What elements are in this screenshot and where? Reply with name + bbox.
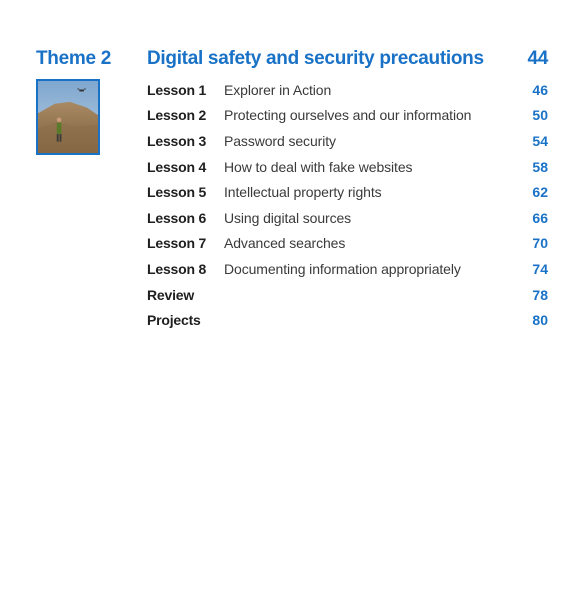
toc-entry-projects (147, 307, 548, 333)
toc-page-number: 58 (532, 158, 548, 175)
toc-page-number: 66 (532, 209, 548, 226)
toc-lesson-title: Password security (224, 132, 336, 149)
toc-entry (147, 103, 548, 129)
toc-entry (147, 179, 548, 205)
toc-entry (147, 154, 548, 180)
toc-lesson-label: Lesson 5 (147, 184, 207, 201)
toc-lesson-label: Lesson 1 (147, 81, 207, 98)
toc-entry (147, 256, 548, 282)
table-of-contents-list (147, 77, 548, 333)
toc-lesson-label: Lesson 8 (147, 260, 207, 277)
theme-thumbnail-image (36, 79, 100, 155)
toc-lesson-label: Projects (147, 312, 201, 329)
toc-page-number: 50 (532, 107, 548, 124)
toc-lesson-label: Review (147, 286, 195, 303)
theme-label: Theme 2 (36, 48, 111, 69)
drone-photo-icon (38, 81, 98, 153)
toc-page-number: 74 (532, 260, 548, 277)
toc-page-number: 62 (532, 184, 548, 201)
toc-page-number: 78 (532, 286, 548, 303)
toc-lesson-label: Lesson 2 (147, 107, 207, 124)
theme-page-number: 44 (527, 48, 548, 69)
toc-lesson-title: Explorer in Action (224, 81, 332, 98)
toc-page-number: 54 (532, 132, 548, 149)
toc-lesson-title: Protecting ourselves and our information (224, 107, 472, 124)
toc-entry (147, 77, 548, 103)
toc-lesson-label: Lesson 6 (147, 209, 207, 226)
toc-lesson-label: Lesson 7 (147, 235, 207, 252)
toc-lesson-label: Lesson 4 (147, 158, 207, 175)
toc-lesson-title: Using digital sources (224, 209, 352, 226)
toc-lesson-title: Advanced searches (224, 235, 346, 252)
toc-entry (147, 128, 548, 154)
toc-lesson-label: Lesson 3 (147, 132, 207, 149)
toc-page-number: 70 (532, 235, 548, 252)
toc-page-number: 46 (532, 81, 548, 98)
toc-entry (147, 205, 548, 231)
toc-lesson-title: Documenting information appropriately (224, 260, 461, 277)
toc-entry-review (147, 282, 548, 308)
toc-lesson-title: How to deal with fake websites (224, 158, 413, 175)
toc-lesson-title: Intellectual property rights (224, 184, 382, 201)
toc-entry (147, 231, 548, 257)
theme-title: Digital safety and security precautions (147, 48, 484, 69)
toc-page-number: 80 (532, 312, 548, 329)
